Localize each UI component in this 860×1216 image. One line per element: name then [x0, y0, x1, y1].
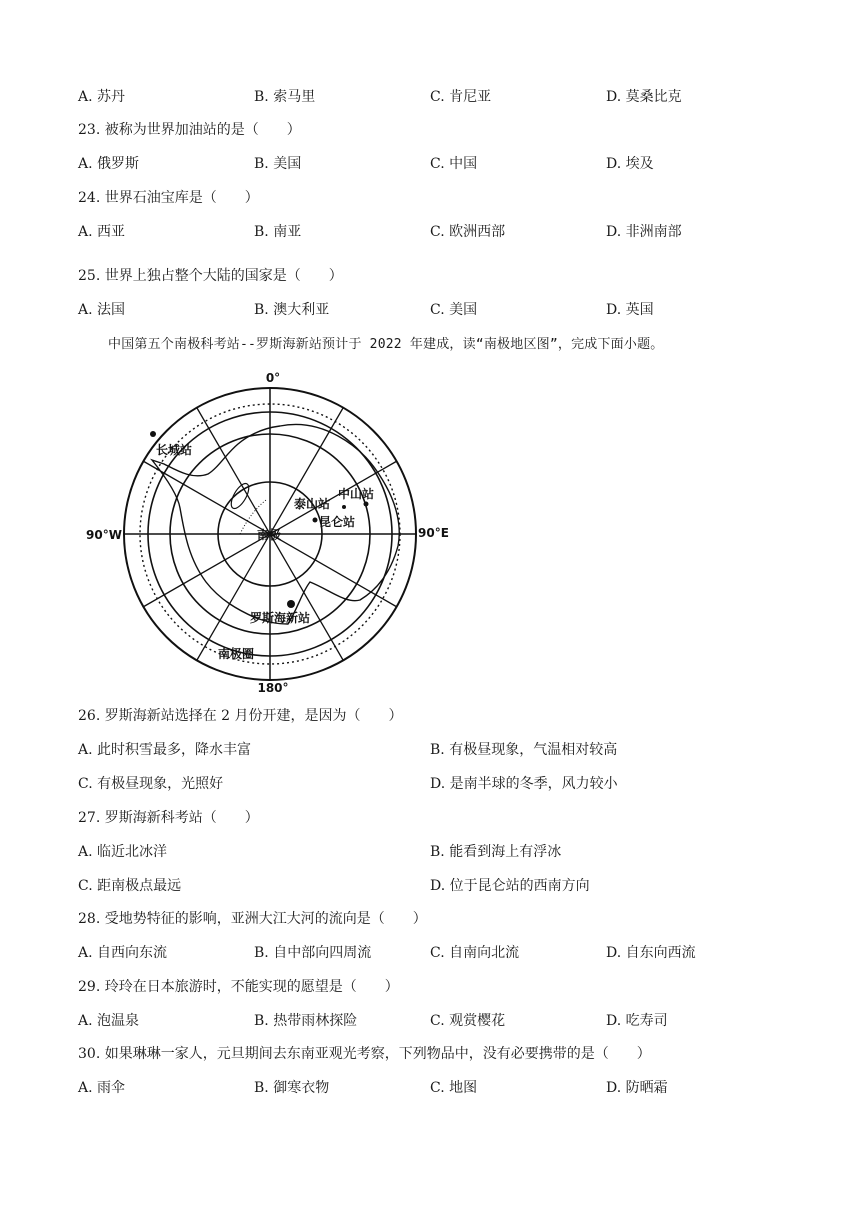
rosssea-station-label: 罗斯海新站	[250, 611, 311, 625]
kunlun-station-label: 昆仑站	[319, 515, 356, 529]
q26-option-d: D. 是南半球的冬季，风力较小	[430, 776, 618, 792]
q30-option-a: A. 雨伞	[78, 1080, 126, 1096]
q22-option-d: D. 莫桑比克	[606, 89, 682, 105]
lon-label-90e: 90°E	[418, 526, 449, 540]
lon-label-180: 180°	[257, 681, 289, 695]
q22-option-a: A. 苏丹	[78, 89, 126, 105]
q25-option-b: B. 澳大利亚	[254, 302, 330, 318]
south-pole-label: 南极	[257, 528, 282, 542]
q25-option-a: A. 法国	[78, 302, 126, 318]
q28-stem: 28. 受地势特征的影响，亚洲大江大河的流向是（ ）	[78, 911, 427, 927]
q29-option-d: D. 吃寿司	[606, 1013, 668, 1029]
changcheng-station-label: 长城站	[156, 443, 193, 457]
q29-option-c: C. 观赏樱花	[430, 1013, 506, 1029]
q27-option-d: D. 位于昆仑站的西南方向	[430, 878, 590, 894]
q24-stem: 24. 世界石油宝库是（ ）	[78, 190, 259, 206]
zhongshan-station-label: 中山站	[338, 487, 375, 501]
q28-option-b: B. 自中部向四周流	[254, 945, 372, 961]
q29-stem: 29. 玲玲在日本旅游时，不能实现的愿望是（ ）	[78, 979, 399, 995]
taishan-station-dot	[342, 505, 346, 509]
q27-stem: 27. 罗斯海新科考站（ ）	[78, 810, 259, 826]
kunlun-station-dot	[313, 518, 318, 523]
taishan-station-label: 泰山站	[294, 497, 331, 511]
antarctic-circle-label: 南极圈	[218, 647, 255, 661]
q28-option-c: C. 自南向北流	[430, 945, 520, 961]
q25-stem: 25. 世界上独占整个大陆的国家是（ ）	[78, 268, 343, 284]
q30-option-d: D. 防晒霜	[606, 1080, 668, 1096]
q26-option-c: C. 有极昼现象，光照好	[78, 776, 224, 792]
q23-option-b: B. 美国	[254, 156, 302, 172]
q27-option-b: B. 能看到海上有浮冰	[430, 844, 562, 860]
lon-label-90w: 90°W	[86, 528, 122, 542]
q24-option-b: B. 南亚	[254, 224, 302, 240]
q23-option-a: A. 俄罗斯	[78, 156, 140, 172]
q24-option-c: C. 欧洲西部	[430, 224, 506, 240]
q22-option-b: B. 索马里	[254, 89, 316, 105]
q27-option-a: A. 临近北冰洋	[78, 844, 168, 860]
q23-option-c: C. 中国	[430, 156, 478, 172]
antarctic-map	[80, 368, 460, 696]
q30-stem: 30. 如果琳琳一家人，元旦期间去东南亚观光考察，下列物品中，没有必要携带的是（ ）	[78, 1046, 651, 1062]
q23-option-d: D. 埃及	[606, 156, 654, 172]
q28-option-a: A. 自西向东流	[78, 945, 168, 961]
rosssea-station-dot	[287, 600, 295, 608]
q26-option-a: A. 此时积雪最多，降水丰富	[78, 742, 252, 758]
q29-option-a: A. 泡温泉	[78, 1013, 140, 1029]
q24-option-d: D. 非洲南部	[606, 224, 682, 240]
q28-option-d: D. 自东向西流	[606, 945, 696, 961]
lon-label-0: 0°	[265, 371, 281, 385]
changcheng-station-dot	[150, 431, 156, 437]
q27-option-c: C. 距南极点最远	[78, 878, 182, 894]
q30-option-b: B. 御寒衣物	[254, 1080, 330, 1096]
q24-option-a: A. 西亚	[78, 224, 126, 240]
q25-option-c: C. 美国	[430, 302, 478, 318]
q23-stem: 23. 被称为世界加油站的是（ ）	[78, 122, 301, 138]
q30-option-c: C. 地图	[430, 1080, 478, 1096]
q26-option-b: B. 有极昼现象，气温相对较高	[430, 742, 618, 758]
q29-option-b: B. 热带雨林探险	[254, 1013, 358, 1029]
q26-stem: 26. 罗斯海新站选择在 2 月份开建，是因为（ ）	[78, 708, 403, 724]
q22-option-c: C. 肯尼亚	[430, 89, 492, 105]
q25-option-d: D. 英国	[606, 302, 654, 318]
map-intro-text: 中国第五个南极科考站--罗斯海新站预计于 2022 年建成，读“南极地区图”，完成下面小题。	[108, 337, 664, 352]
zhongshan-station-dot	[364, 502, 369, 507]
